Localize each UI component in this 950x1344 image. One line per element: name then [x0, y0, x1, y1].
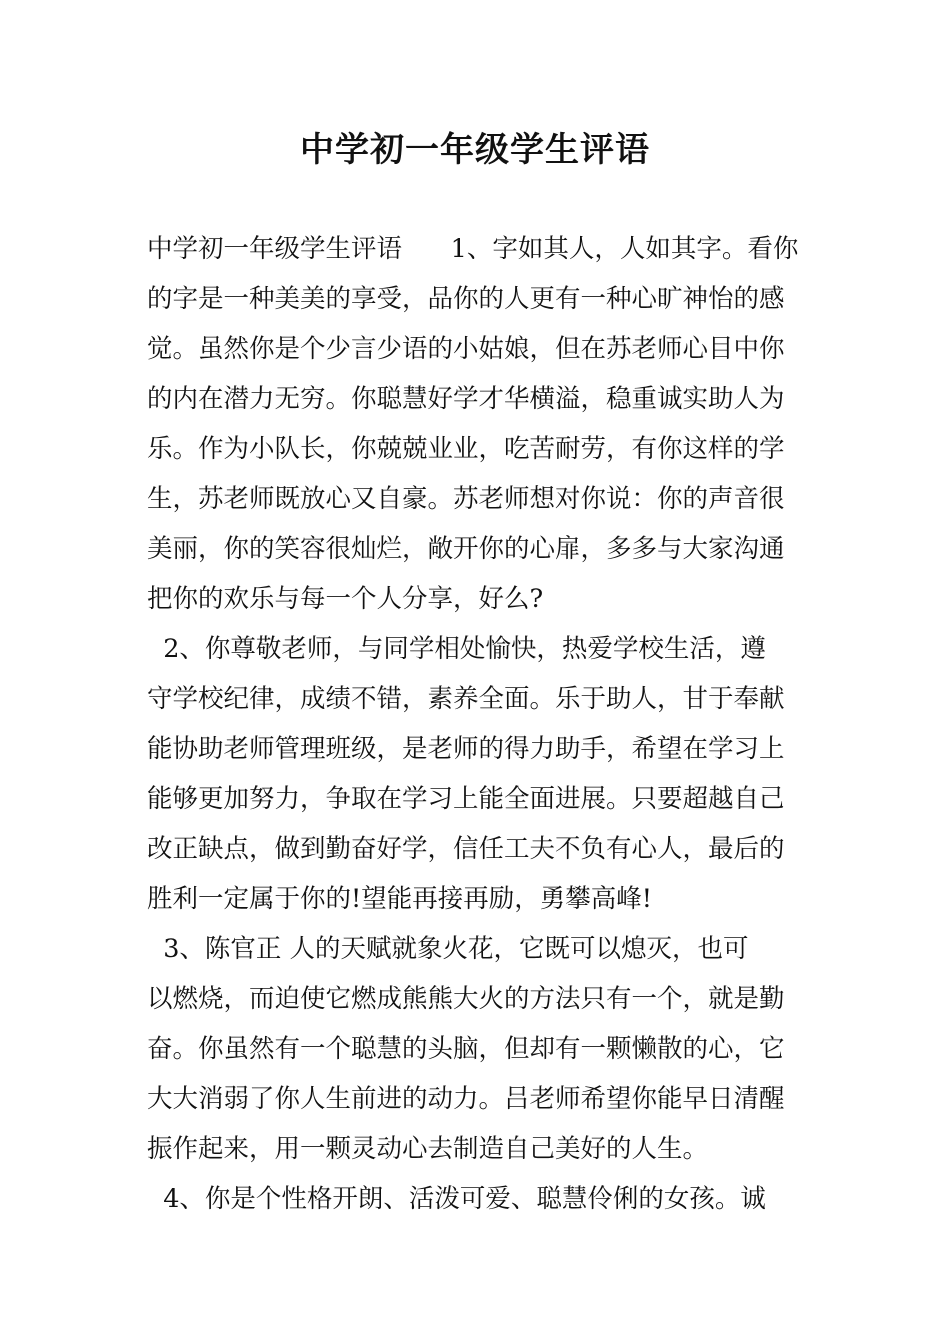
- text-line: 改正缺点，做到勤奋好学，信任工夫不负有心人，最后的: [147, 834, 785, 864]
- text-line: 乐。作为小队长，你兢兢业业，吃苦耐劳，有你这样的学: [147, 434, 785, 464]
- document-title: 中学初一年级学生评语: [300, 130, 650, 170]
- text-line: 奋。你虽然有一个聪慧的头脑，但却有一颗懒散的心，它: [147, 1034, 785, 1064]
- text-line: 胜利一定属于你的!望能再接再励，勇攀高峰!: [147, 884, 652, 914]
- text-line: 的字是一种美美的享受，品你的人更有一种心旷神怡的感: [147, 284, 785, 314]
- text-line: 以燃烧，而迫使它燃成熊熊大火的方法只有一个，就是勤: [147, 984, 785, 1014]
- text-line: 美丽，你的笑容很灿烂，敞开你的心扉，多多与大家沟通: [147, 534, 785, 564]
- text-line: 把你的欢乐与每一个人分享，好么?: [147, 584, 544, 614]
- text-line: 大大消弱了你人生前进的动力。吕老师希望你能早日清醒: [147, 1084, 785, 1114]
- text-line: 2、你尊敬老师，与同学相处愉快，热爱学校生活，遵: [147, 634, 766, 664]
- text-line: 能协助老师管理班级，是老师的得力助手，希望在学习上: [147, 734, 785, 764]
- text-line: 的内在潜力无穷。你聪慧好学才华横溢，稳重诚实助人为: [147, 384, 785, 414]
- text-line: 生，苏老师既放心又自豪。苏老师想对你说：你的声音很: [147, 484, 785, 514]
- text-line: 能够更加努力，争取在学习上能全面进展。只要超越自己: [147, 784, 785, 814]
- text-line: 振作起来，用一颗灵动心去制造自己美好的人生。: [147, 1134, 709, 1164]
- text-line: 守学校纪律，成绩不错，素养全面。乐于助人，甘于奉献: [147, 684, 785, 714]
- text-line: 中学初一年级学生评语 1、字如其人，人如其字。看你: [147, 234, 799, 264]
- text-line: 觉。虽然你是个少言少语的小姑娘，但在苏老师心目中你: [147, 334, 785, 364]
- text-line: 3、陈官正 人的天赋就象火花，它既可以熄灭，也可: [147, 934, 749, 964]
- text-line: 4、你是个性格开朗、活泼可爱、聪慧伶俐的女孩。诚: [147, 1184, 766, 1214]
